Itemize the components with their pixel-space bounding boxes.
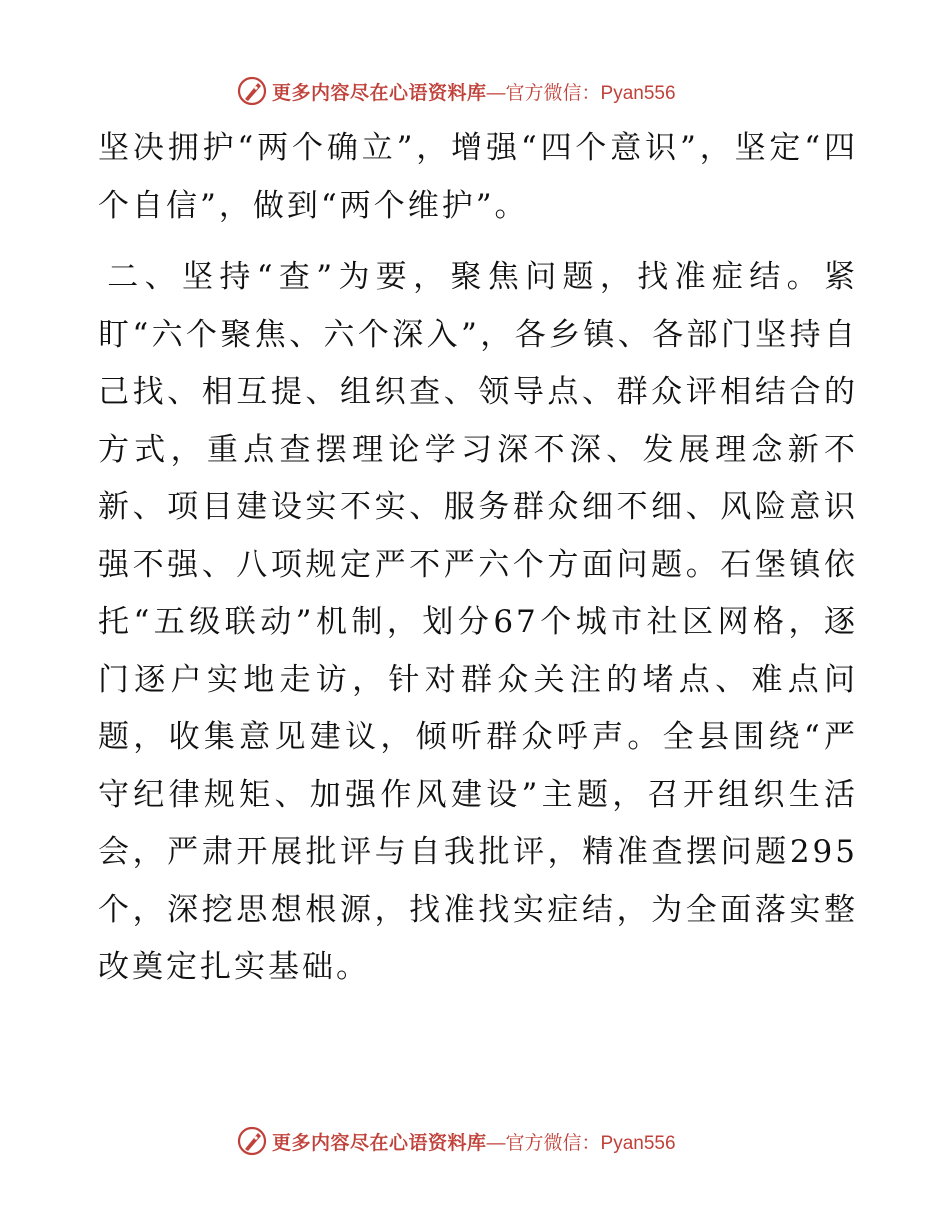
footer-watermark (236, 1124, 676, 1158)
pen-nib-logo-icon (236, 75, 268, 107)
pen-nib-logo-icon (236, 1125, 268, 1157)
watermark-suffix: —官方微信：Pyan556 (486, 1132, 676, 1154)
paragraph-1: 坚决拥护“两个确立”，增强“四个意识”，坚定“四个自信”，做到“两个维护”。 (98, 130, 858, 224)
document-body (98, 120, 858, 997)
paragraph-2: 二、坚持“查”为要，聚焦问题，找准症结。紧盯“六个聚焦、六个深入”，各乡镇、各部门坚持自己找、相互提、组织查、领导点、群众评相结合的方式，重点查摆理论学习深不深、发展理念新不新、项目建设实不实、服务群众细不细、风险意识强不强、八项规定严不严六个方面问题。石堡镇依托“五级联动”机制，划分67个城市社区网格，逐门逐户实地走访，针对群众关注的堵点、难点问题，收集意见建议，倾听群众呼声。全县围绕“严守纪律规矩、加强作风建设”主题，召开组织生活会，严肃开展批评与自我批评，精准查摆问题295个，深挖思想根源，找准找实症结，为全面落实整改奠定扎实基础。 (98, 259, 858, 985)
watermark-text: 更多内容尽在心语资料库 (272, 81, 487, 104)
header-watermark (236, 74, 676, 108)
watermark-suffix: —官方微信：Pyan556 (486, 82, 676, 104)
watermark-text: 更多内容尽在心语资料库 (272, 1131, 487, 1154)
